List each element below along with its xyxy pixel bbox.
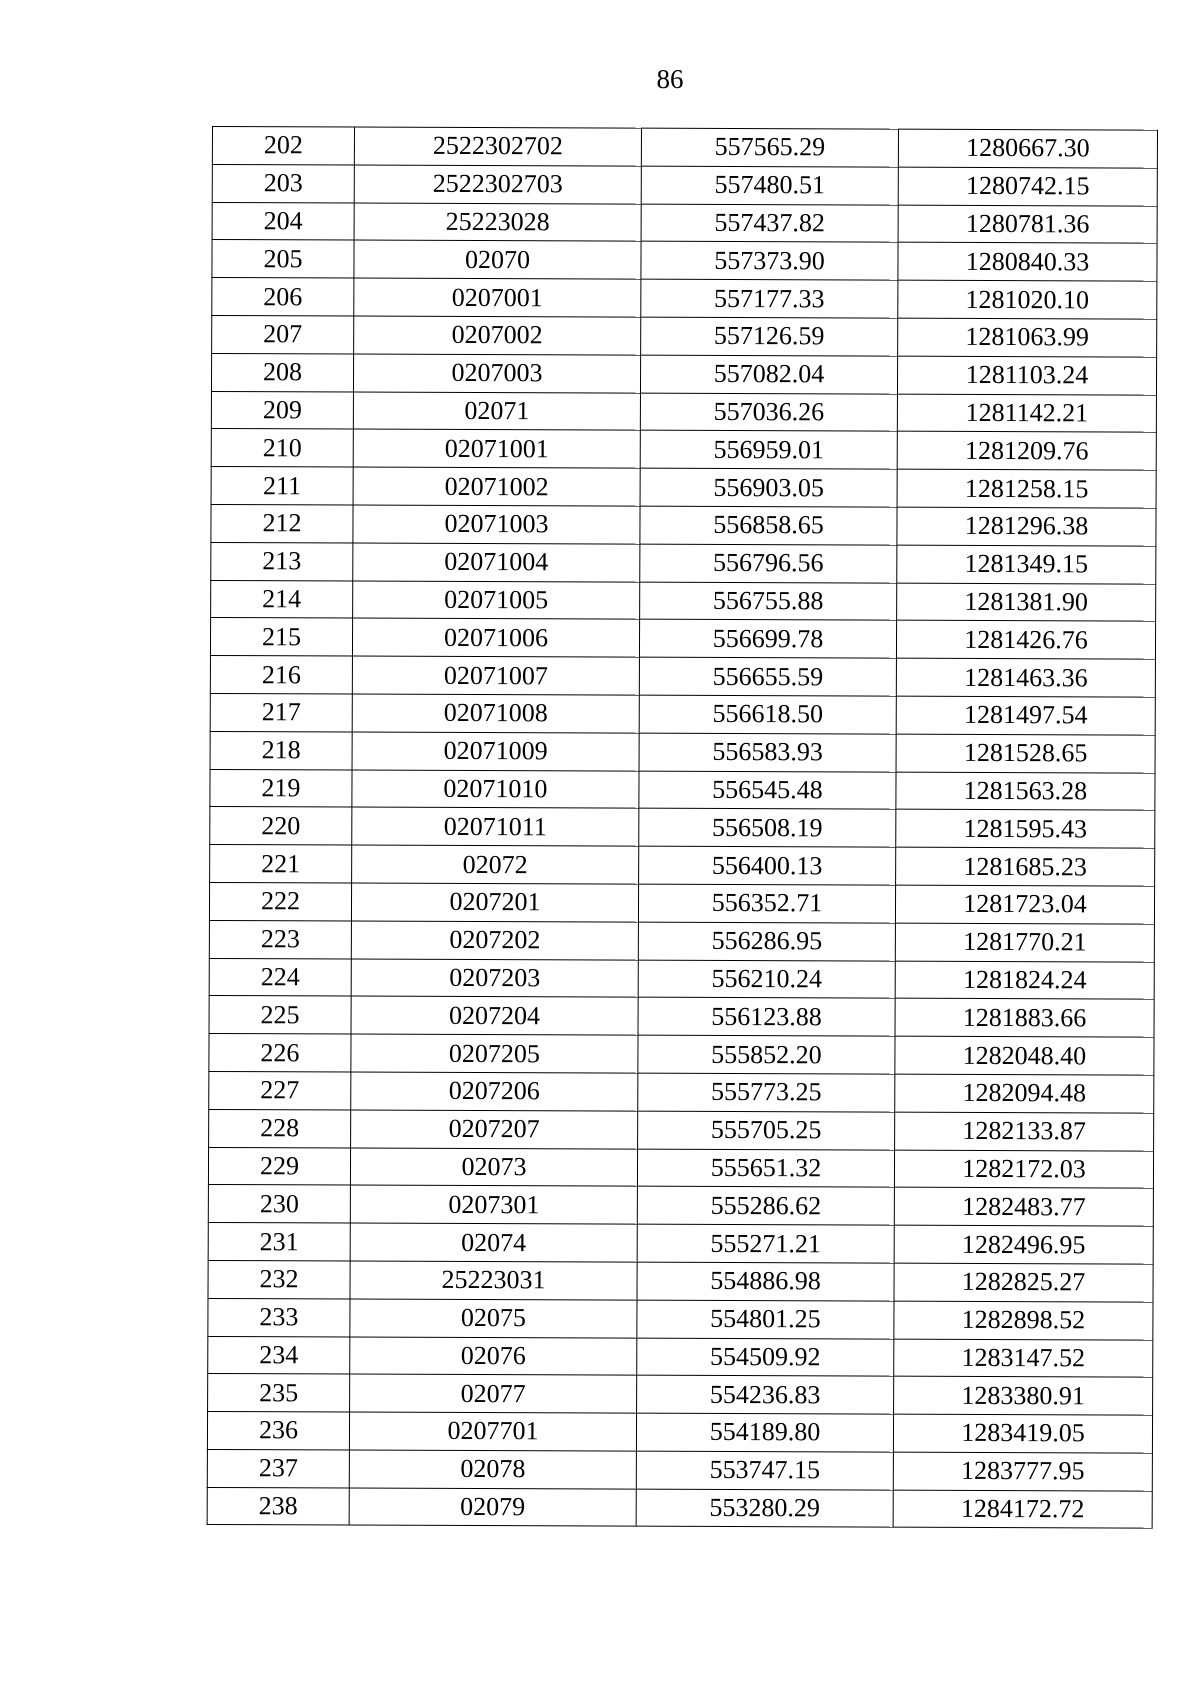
x-coordinate-cell: 556400.13: [639, 846, 896, 885]
point-id-cell: 02070: [354, 240, 641, 279]
point-id-cell: 02072: [352, 845, 639, 884]
table-row: [208, 1374, 1153, 1415]
x-coordinate-cell: 557480.51: [641, 166, 898, 205]
x-coordinate-cell: 557373.90: [641, 242, 898, 281]
row-number-cell: 216: [210, 656, 352, 694]
x-coordinate-cell: 556352.71: [638, 884, 895, 923]
x-coordinate-cell: 557126.59: [641, 317, 898, 356]
row-number-cell: 232: [208, 1260, 350, 1298]
x-coordinate-cell: 556858.65: [640, 506, 897, 545]
y-coordinate-cell: 1281723.04: [895, 885, 1154, 924]
row-number-cell: 238: [207, 1487, 349, 1525]
row-number-cell: 204: [212, 202, 354, 240]
point-id-cell: 02071006: [352, 618, 639, 657]
y-coordinate-cell: 1281595.43: [896, 809, 1155, 848]
x-coordinate-cell: 556123.88: [638, 997, 895, 1036]
y-coordinate-cell: 1281883.66: [895, 998, 1154, 1037]
row-number-cell: 225: [209, 996, 351, 1034]
x-coordinate-cell: 554801.25: [637, 1300, 894, 1339]
table-row: [211, 391, 1156, 432]
table-row: [210, 731, 1155, 772]
table-row: [207, 1487, 1152, 1528]
table-row: [210, 656, 1155, 697]
table-row: [207, 1449, 1152, 1490]
y-coordinate-cell: 1281349.15: [897, 545, 1156, 584]
y-coordinate-cell: 1281020.10: [898, 280, 1157, 319]
y-coordinate-cell: 1281685.23: [896, 847, 1155, 886]
y-coordinate-cell: 1282048.40: [895, 1036, 1154, 1075]
row-number-cell: 219: [210, 769, 352, 807]
row-number-cell: 212: [211, 504, 353, 542]
point-id-cell: 02077: [350, 1374, 637, 1413]
table-row: [211, 542, 1156, 583]
row-number-cell: 217: [210, 693, 352, 731]
row-number-cell: 226: [209, 1034, 351, 1072]
x-coordinate-cell: 556545.48: [639, 771, 896, 810]
table-body: [207, 127, 1157, 1529]
x-coordinate-cell: 557036.26: [640, 393, 897, 432]
y-coordinate-cell: 1283419.05: [893, 1414, 1152, 1453]
x-coordinate-cell: 556959.01: [640, 431, 897, 470]
x-coordinate-cell: 554189.80: [636, 1413, 893, 1452]
table-row: [212, 164, 1157, 205]
table-row: [211, 504, 1156, 545]
row-number-cell: 203: [212, 164, 354, 202]
point-id-cell: 0207207: [351, 1110, 638, 1149]
page-number: 86: [656, 64, 684, 94]
point-id-cell: 0207202: [351, 921, 638, 960]
table-row: [212, 315, 1157, 356]
row-number-cell: 211: [211, 467, 353, 505]
table-row: [210, 693, 1155, 734]
point-id-cell: 0207002: [354, 316, 641, 355]
table-row: [208, 1260, 1153, 1301]
y-coordinate-cell: 1281463.36: [896, 658, 1155, 697]
table-row: [208, 1185, 1153, 1226]
row-number-cell: 208: [211, 353, 353, 391]
table-row: [212, 127, 1157, 168]
x-coordinate-cell: 556286.95: [638, 922, 895, 961]
x-coordinate-cell: 555705.25: [638, 1111, 895, 1150]
point-id-cell: 0207301: [350, 1185, 637, 1224]
table-row: [209, 1071, 1154, 1112]
x-coordinate-cell: 554886.98: [637, 1262, 894, 1301]
point-id-cell: 25223031: [350, 1261, 637, 1300]
row-number-cell: 213: [211, 542, 353, 580]
y-coordinate-cell: 1281142.21: [897, 394, 1156, 433]
y-coordinate-cell: 1280742.15: [898, 167, 1157, 206]
point-id-cell: 02071003: [353, 505, 640, 544]
x-coordinate-cell: 556210.24: [638, 960, 895, 999]
point-id-cell: 02071010: [352, 770, 639, 809]
x-coordinate-cell: 556655.59: [639, 657, 896, 696]
table-row: [211, 353, 1156, 394]
y-coordinate-cell: 1282133.87: [895, 1112, 1154, 1151]
point-id-cell: 02071009: [352, 732, 639, 771]
table-row: [212, 240, 1157, 281]
y-coordinate-cell: 1280840.33: [898, 243, 1157, 282]
y-coordinate-cell: 1281497.54: [896, 696, 1155, 735]
x-coordinate-cell: 555773.25: [638, 1073, 895, 1112]
row-number-cell: 218: [210, 731, 352, 769]
table-row: [208, 1147, 1153, 1188]
table-row: [210, 618, 1155, 659]
table-row: [209, 958, 1154, 999]
y-coordinate-cell: 1282898.52: [894, 1301, 1153, 1340]
point-id-cell: 02079: [349, 1488, 636, 1527]
point-id-cell: 02071002: [353, 467, 640, 506]
y-coordinate-cell: 1282496.95: [894, 1225, 1153, 1264]
row-number-cell: 209: [211, 391, 353, 429]
y-coordinate-cell: 1281381.90: [897, 583, 1156, 622]
row-number-cell: 221: [210, 845, 352, 883]
y-coordinate-cell: 1281426.76: [896, 620, 1155, 659]
x-coordinate-cell: 557177.33: [641, 279, 898, 318]
y-coordinate-cell: 1283147.52: [894, 1339, 1153, 1378]
x-coordinate-cell: 556755.88: [640, 582, 897, 621]
x-coordinate-cell: 555651.32: [637, 1149, 894, 1188]
table-row: [209, 996, 1154, 1037]
row-number-cell: 235: [208, 1374, 350, 1412]
row-number-cell: 202: [212, 127, 354, 165]
point-id-cell: 02071005: [353, 581, 640, 620]
row-number-cell: 223: [209, 920, 351, 958]
point-id-cell: 0207203: [351, 959, 638, 998]
x-coordinate-cell: 555852.20: [638, 1035, 895, 1074]
x-coordinate-cell: 554236.83: [637, 1375, 894, 1414]
table-row: [209, 882, 1154, 923]
table-row: [208, 1336, 1153, 1377]
x-coordinate-cell: 553747.15: [636, 1451, 893, 1490]
table-row: [207, 1412, 1152, 1453]
y-coordinate-cell: 1281063.99: [898, 318, 1157, 357]
row-number-cell: 234: [208, 1336, 350, 1374]
x-coordinate-cell: 556796.56: [640, 544, 897, 583]
row-number-cell: 207: [212, 315, 354, 353]
point-id-cell: 02075: [350, 1299, 637, 1338]
point-id-cell: 02071011: [352, 807, 639, 846]
point-id-cell: 0207201: [351, 883, 638, 922]
point-id-cell: 0207001: [354, 278, 641, 317]
row-number-cell: 206: [212, 278, 354, 316]
table-row: [209, 920, 1154, 961]
point-id-cell: 0207204: [351, 996, 638, 1035]
y-coordinate-cell: 1281296.38: [897, 507, 1156, 546]
row-number-cell: 215: [210, 618, 352, 656]
coordinates-table: [207, 126, 1158, 1529]
table-row: [209, 1109, 1154, 1150]
y-coordinate-cell: 1283380.91: [894, 1376, 1153, 1415]
y-coordinate-cell: 1281209.76: [897, 432, 1156, 471]
x-coordinate-cell: 555271.21: [637, 1224, 894, 1263]
y-coordinate-cell: 1282172.03: [894, 1150, 1153, 1189]
row-number-cell: 222: [209, 882, 351, 920]
x-coordinate-cell: 553280.29: [636, 1489, 893, 1528]
row-number-cell: 229: [208, 1147, 350, 1185]
table-row: [208, 1223, 1153, 1264]
table-row: [211, 429, 1156, 470]
row-number-cell: 236: [207, 1412, 349, 1450]
point-id-cell: 02071001: [353, 429, 640, 468]
row-number-cell: 237: [207, 1449, 349, 1487]
row-number-cell: 227: [209, 1071, 351, 1109]
x-coordinate-cell: 556699.78: [639, 620, 896, 659]
y-coordinate-cell: 1282094.48: [895, 1074, 1154, 1113]
x-coordinate-cell: 557437.82: [641, 204, 898, 243]
row-number-cell: 233: [208, 1298, 350, 1336]
point-id-cell: 02071004: [353, 543, 640, 582]
row-number-cell: 230: [208, 1185, 350, 1223]
y-coordinate-cell: 1282483.77: [894, 1187, 1153, 1226]
x-coordinate-cell: 557082.04: [640, 355, 897, 394]
x-coordinate-cell: 556903.05: [640, 468, 897, 507]
point-id-cell: 02078: [349, 1450, 636, 1489]
y-coordinate-cell: 1280781.36: [898, 205, 1157, 244]
row-number-cell: 210: [211, 429, 353, 467]
table-row: [211, 467, 1156, 508]
table-row: [210, 769, 1155, 810]
point-id-cell: 02071007: [352, 656, 639, 695]
y-coordinate-cell: 1281824.24: [895, 961, 1154, 1000]
table-row: [209, 1034, 1154, 1075]
table-row: [208, 1298, 1153, 1339]
x-coordinate-cell: 555286.62: [637, 1186, 894, 1225]
row-number-cell: 224: [209, 958, 351, 996]
point-id-cell: 02073: [350, 1148, 637, 1187]
point-id-cell: 25223028: [354, 203, 641, 242]
x-coordinate-cell: 557565.29: [641, 128, 898, 167]
row-number-cell: 205: [212, 240, 354, 278]
point-id-cell: 02071: [353, 392, 640, 431]
y-coordinate-cell: 1281258.15: [897, 469, 1156, 508]
table-row: [211, 580, 1156, 621]
y-coordinate-cell: 1280667.30: [898, 129, 1157, 168]
y-coordinate-cell: 1284172.72: [893, 1490, 1152, 1529]
table-row: [210, 845, 1155, 886]
point-id-cell: 0207701: [349, 1412, 636, 1451]
point-id-cell: 02074: [350, 1223, 637, 1262]
row-number-cell: 220: [210, 807, 352, 845]
x-coordinate-cell: 554509.92: [637, 1338, 894, 1377]
y-coordinate-cell: 1281770.21: [895, 923, 1154, 962]
point-id-cell: 02076: [350, 1337, 637, 1376]
y-coordinate-cell: 1281528.65: [896, 734, 1155, 773]
table-row: [212, 202, 1157, 243]
x-coordinate-cell: 556508.19: [639, 808, 896, 847]
point-id-cell: 2522302702: [354, 127, 641, 166]
table-row: [212, 278, 1157, 319]
point-id-cell: 0207205: [351, 1034, 638, 1073]
row-number-cell: 231: [208, 1223, 350, 1261]
point-id-cell: 0207003: [353, 354, 640, 393]
table-row: [210, 807, 1155, 848]
point-id-cell: 02071008: [352, 694, 639, 733]
y-coordinate-cell: 1282825.27: [894, 1263, 1153, 1302]
row-number-cell: 228: [209, 1109, 351, 1147]
point-id-cell: 0207206: [351, 1072, 638, 1111]
y-coordinate-cell: 1283777.95: [893, 1452, 1152, 1491]
x-coordinate-cell: 556618.50: [639, 695, 896, 734]
row-number-cell: 214: [211, 580, 353, 618]
y-coordinate-cell: 1281563.28: [896, 772, 1155, 811]
point-id-cell: 2522302703: [354, 165, 641, 204]
y-coordinate-cell: 1281103.24: [897, 356, 1156, 395]
x-coordinate-cell: 556583.93: [639, 733, 896, 772]
